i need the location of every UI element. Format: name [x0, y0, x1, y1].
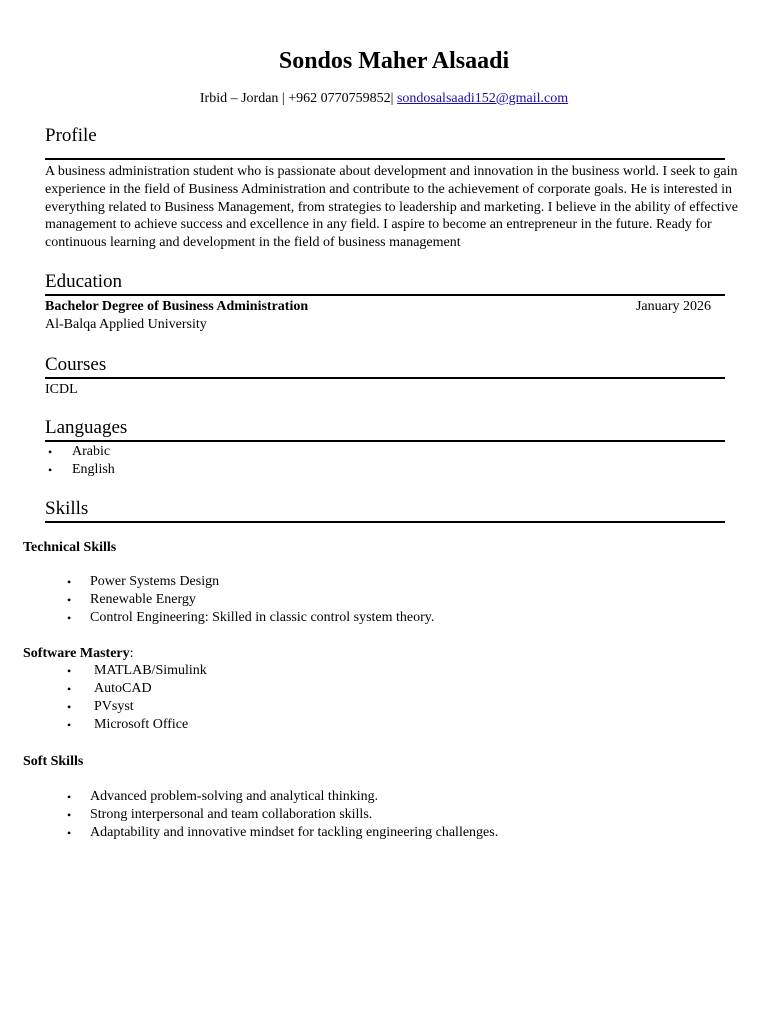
skill-label: Power Systems Design: [90, 574, 220, 589]
bullet-icon: •: [67, 682, 72, 696]
contact-location-phone: Irbid – Jordan | +962 0770759852|: [199, 91, 394, 106]
education-date: January 2026: [635, 299, 711, 314]
bullet-icon: •: [48, 445, 53, 459]
section-title-profile: Profile: [45, 125, 97, 146]
section-title-courses: Courses: [45, 354, 107, 375]
candidate-name: Sondos Maher Alsaadi: [278, 48, 510, 74]
bullet-icon: •: [67, 664, 72, 678]
section-divider-education: [45, 294, 725, 296]
bullet-icon: •: [67, 611, 72, 625]
subsection-title-software: [23, 645, 134, 663]
software-title-colon: :: [129, 646, 134, 661]
section-title-languages: Languages: [45, 417, 128, 438]
bullet-icon: •: [67, 700, 72, 714]
email-link[interactable]: sondosalsaadi152@gmail.com: [396, 91, 569, 106]
contact-line: [0, 90, 768, 108]
software-label: MATLAB/Simulink: [94, 663, 207, 678]
profile-summary: A business administration student who is passionate about development and innovation in the business world. I seek to gain experience in the field of Business Administration and contribute to the achievement of corporate goals. He is interested in everything related to Business Management, from strategies to leadership and marketing. I believe in the ability of effective management to achieve success and excellence in any field. I aspire to become an entrepreneur in the future. Ready for continuous learning and development in the field of business management: [45, 164, 738, 251]
section-divider-courses: [45, 377, 725, 379]
education-degree: Bachelor Degree of Business Administration: [45, 299, 309, 314]
soft-skill-label: Strong interpersonal and team collaboration skills.: [90, 807, 373, 822]
subsection-title-technical: Technical Skills: [23, 540, 117, 555]
language-label: English: [72, 462, 115, 477]
soft-skill-label: Advanced problem-solving and analytical thinking.: [90, 789, 379, 804]
section-divider-skills: [45, 521, 725, 523]
skill-label: Control Engineering: Skilled in classic control system theory.: [90, 610, 435, 625]
software-title-text: Software Mastery: [23, 646, 130, 661]
language-label: Arabic: [72, 444, 111, 459]
software-label: Microsoft Office: [94, 717, 189, 732]
skill-label: Renewable Energy: [90, 592, 196, 607]
software-label: AutoCAD: [94, 681, 152, 696]
software-label: PVsyst: [94, 699, 134, 714]
bullet-icon: •: [67, 826, 72, 840]
subsection-title-soft: Soft Skills: [23, 754, 84, 769]
section-divider-languages: [45, 440, 725, 442]
bullet-icon: •: [67, 575, 72, 589]
bullet-icon: •: [67, 593, 72, 607]
section-title-skills: Skills: [45, 498, 89, 519]
section-divider-profile: [45, 158, 725, 160]
bullet-icon: •: [67, 718, 72, 732]
bullet-icon: •: [67, 790, 72, 804]
soft-skill-label: Adaptability and innovative mindset for tackling engineering challenges.: [90, 825, 499, 840]
section-title-education: Education: [45, 271, 123, 292]
education-school: Al-Balqa Applied University: [45, 317, 207, 332]
bullet-icon: •: [67, 808, 72, 822]
course-item: ICDL: [45, 382, 78, 397]
bullet-icon: •: [48, 463, 53, 477]
